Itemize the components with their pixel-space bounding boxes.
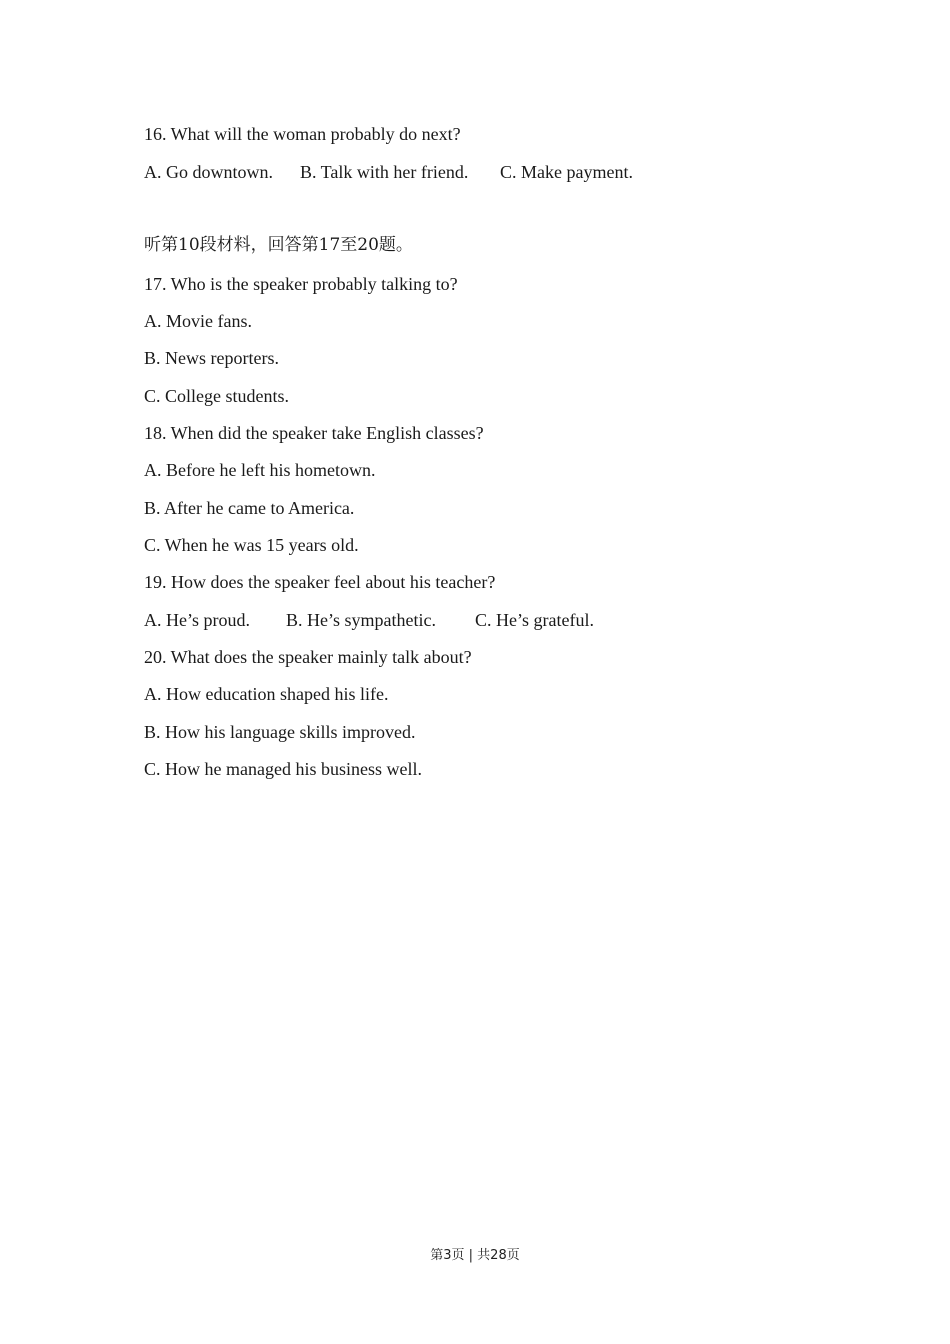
question-20-option-a: A. How education shaped his life. bbox=[144, 684, 389, 704]
question-18-option-b: B. After he came to America. bbox=[144, 498, 355, 518]
question-20: 20. What does the speaker mainly talk about? bbox=[144, 647, 472, 667]
question-17-option-a: A. Movie fans. bbox=[144, 311, 252, 331]
option-c: C. Make payment. bbox=[500, 162, 633, 182]
question-16: 16. What will the woman probably do next? bbox=[144, 124, 461, 144]
question-18: 18. When did the speaker take English classes? bbox=[144, 423, 484, 443]
option-c: C. He’s grateful. bbox=[475, 610, 594, 630]
question-16-options bbox=[144, 161, 633, 183]
question-17-option-c: C. College students. bbox=[144, 386, 289, 406]
question-19: 19. How does the speaker feel about his teacher? bbox=[144, 572, 496, 592]
question-19-options bbox=[144, 609, 594, 631]
question-17-option-b: B. News reporters. bbox=[144, 348, 279, 368]
question-20-option-b: B. How his language skills improved. bbox=[144, 722, 416, 742]
question-18-option-a: A. Before he left his hometown. bbox=[144, 460, 376, 480]
question-20-option-c: C. How he managed his business well. bbox=[144, 759, 422, 779]
option-b: B. Talk with her friend. bbox=[300, 162, 469, 182]
page-footer: 第3页 | 共28页 bbox=[430, 1248, 520, 1263]
question-17: 17. Who is the speaker probably talking to? bbox=[144, 274, 458, 294]
option-a: A. Go downtown. bbox=[144, 162, 273, 182]
option-b: B. He’s sympathetic. bbox=[286, 610, 436, 630]
question-18-option-c: C. When he was 15 years old. bbox=[144, 535, 359, 555]
option-a: A. He’s proud. bbox=[144, 610, 250, 630]
section-header: 听第10段材料，回答第17至20题。 bbox=[144, 235, 413, 255]
